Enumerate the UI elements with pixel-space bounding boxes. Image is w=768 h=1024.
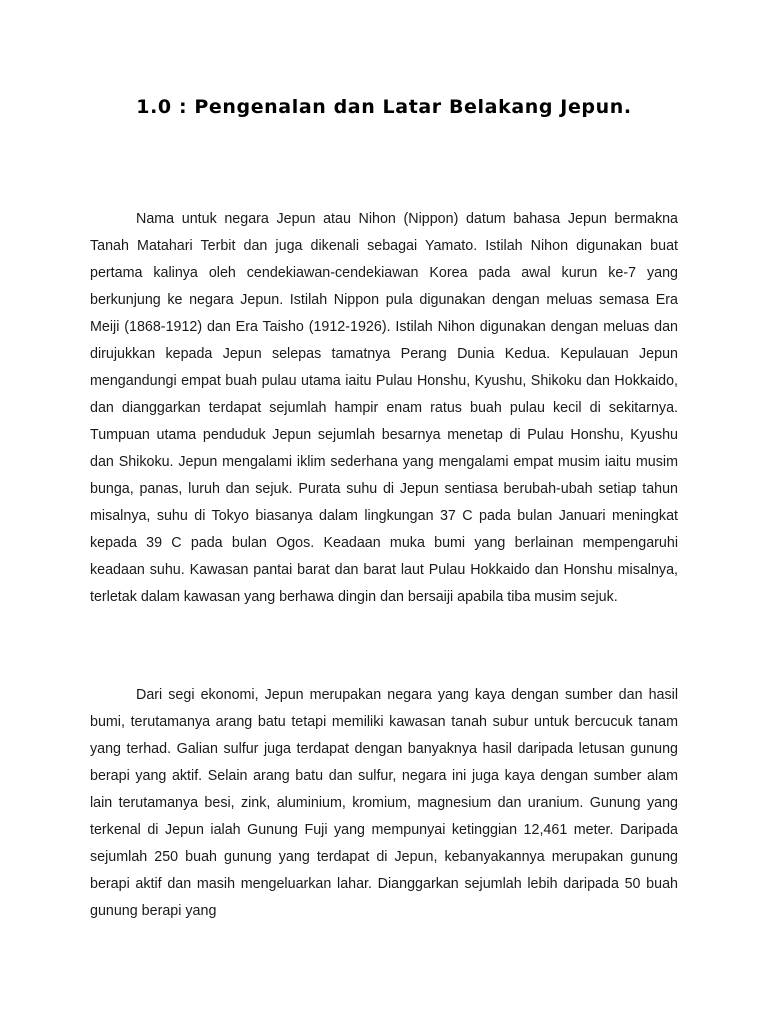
paragraph-introduction: Nama untuk negara Jepun atau Nihon (Nippon) datum bahasa Jepun bermakna Tanah Matahari Terbit dan juga dikenali sebagai Yamato. Istilah Nihon digunakan buat pertama kalinya oleh cendekiawan-cendekiawan Korea pada awal kurun ke-7 yang berkunjung ke negara Jepun. Istilah Nippon pula digunakan dengan meluas semasa Era Meiji (1868-1912) dan Era Taisho (1912-1926). Istilah Nihon digunakan dengan meluas dan dirujukkan kepada Jepun selepas tamatnya Perang Dunia Kedua. Kepulauan Jepun mengandungi empat buah pulau utama iaitu Pulau Honshu, Kyushu, Shikoku dan Hokkaido, dan dianggarkan terdapat sejumlah hampir enam ratus buah pulau kecil di sekitarnya. Tumpuan utama penduduk Jepun sejumlah besarnya menetap di Pulau Honshu, Kyushu dan Shikoku. Jepun mengalami iklim sederhana yang mengalami empat musim iaitu musim bunga, panas, luruh dan sejuk. Purata suhu di Jepun sentiasa berubah-ubah setiap tahun misalnya, suhu di Tokyo biasanya dalam lingkungan 37 C pada bulan Januari meningkat kepada 39 C pada bulan Ogos. Keadaan muka bumi yang berlainan mempengaruhi keadaan suhu. Kawasan pantai barat dan barat laut Pulau Hokkaido dan Honshu misalnya, terletak dalam kawasan yang berhawa dingin dan bersaiji apabila tiba musim sejuk. [90,211,678,605]
page-title: 1.0 : Pengenalan dan Latar Belakang Jepun. [136,96,632,118]
paragraph-economy: Dari segi ekonomi, Jepun merupakan negara yang kaya dengan sumber dan hasil bumi, terutamanya arang batu tetapi memiliki kawasan tanah subur untuk bercucuk tanam yang terhad. Galian sulfur juga terdapat dengan banyaknya hasil daripada letusan gunung berapi yang aktif. Selain arang batu dan sulfur, negara ini juga kaya dengan sumber alam lain terutamanya besi, zink, aluminium, kromium, magnesium dan uranium. Gunung yang terkenal di Jepun ialah Gunung Fuji yang mempunyai ketinggian 12,461 meter. Daripada sejumlah 250 buah gunung yang terdapat di Jepun, kebanyakannya merupakan gunung berapi aktif dan masih mengeluarkan lahar. Dianggarkan sejumlah lebih daripada 50 buah gunung berapi yang [90,687,678,919]
